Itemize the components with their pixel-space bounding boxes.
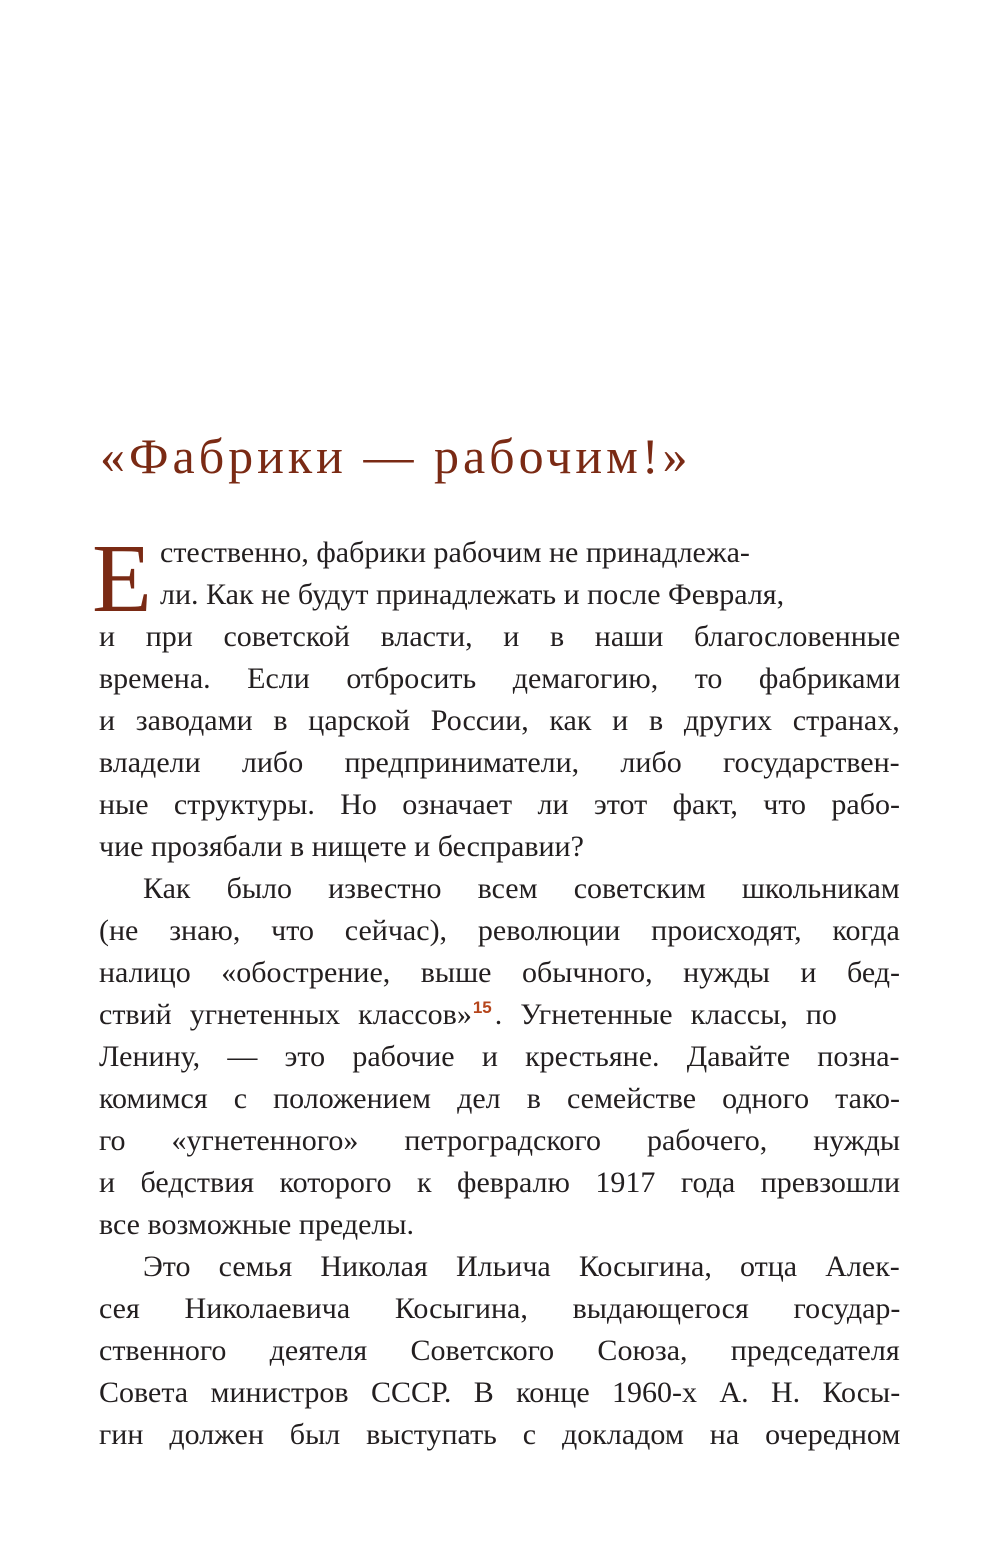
text-line: налицо «обострение, выше обычного, нужды и бед- — [99, 956, 901, 989]
text-line: времена. Если отбросить демагогию, то фабриками — [99, 662, 901, 695]
text-line: ные структуры. Но означает ли этот факт, что рабо- — [99, 788, 900, 821]
text-line: Ленину, — это рабочие и крестьяне. Давайте позна- — [99, 1040, 900, 1073]
text-segment: ствий угнетенных классов» — [99, 998, 472, 1031]
text-line: чие прозябали в нищете и бесправии? — [99, 830, 584, 863]
text-line: (не знаю, что сейчас), революции происходят, когда — [99, 914, 900, 947]
text-line: сея Николаевича Косыгина, выдающегося государ- — [99, 1292, 901, 1325]
text-line: и заводами в царской России, как и в других странах, — [99, 704, 900, 737]
drop-cap: Е — [92, 525, 152, 633]
text-line: Это семья Николая Ильича Косыгина, отца Алек- — [143, 1250, 900, 1283]
text-line: ственного деятеля Советского Союза, председателя — [99, 1334, 900, 1367]
text-line: стественно, фабрики рабочим не принадлежа- — [160, 536, 750, 569]
text-line — [99, 994, 837, 1036]
text-line: все возможные пределы. — [99, 1208, 415, 1241]
chapter-heading: «Фабрики — рабочим!» — [100, 428, 692, 484]
footnote-reference[interactable]: 15 — [472, 998, 492, 1017]
text-line: гин должен был выступать с докладом на очередном — [99, 1418, 901, 1451]
text-line: го «угнетенного» петроградского рабочего, нужды — [99, 1124, 901, 1157]
text-line: комимся с положением дел в семействе одного тако- — [99, 1082, 901, 1115]
text-line: и при советской власти, и в наши благословенные — [99, 620, 901, 653]
text-line: ли. Как не будут принадлежать и после Февраля, — [160, 578, 785, 611]
text-line: владели либо предприниматели, либо государствен- — [99, 746, 900, 779]
text-line: Совета министров СССР. В конце 1960-х А. Н. Косы- — [99, 1376, 901, 1409]
text-line: Как было известно всем советским школьникам — [143, 872, 900, 905]
text-segment: . Угнетенные классы, по — [494, 998, 837, 1031]
text-line: и бедствия которого к февралю 1917 года превзошли — [99, 1166, 901, 1199]
